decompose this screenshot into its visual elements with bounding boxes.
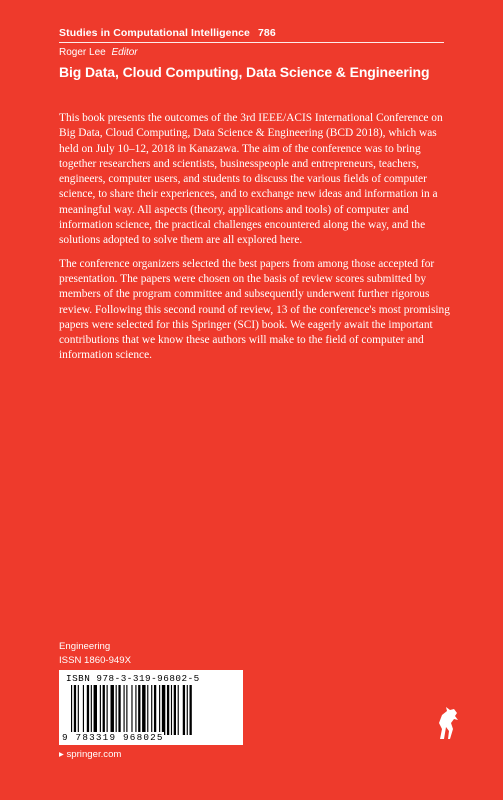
description-paragraph-2: The conference organizers selected the best papers from among those accepted for presentation. The papers were chosen on the basis of review scores submitted by members of the program committee and subsequently underwent further rigorous review. Following this second round of review, 13 of the conference's most promising papers were selected for this Springer (SCI) book. We eagerly await the important contributions that we know these authors will make to the field of computer and information science.	[59, 257, 450, 362]
series-line	[59, 27, 276, 39]
isbn-barcode	[59, 670, 243, 745]
springer-website-link[interactable]	[59, 749, 121, 760]
book-description	[59, 111, 459, 372]
series-name: Studies in Computational Intelligence	[59, 27, 250, 39]
barcode-bars	[71, 685, 235, 735]
series-number: 786	[257, 27, 276, 39]
triangle-right-icon: ▸	[59, 749, 67, 760]
editor-name: Roger Lee	[59, 47, 106, 58]
springer-link-text: springer.com	[66, 749, 122, 760]
issn-number: ISSN 1860-949X	[59, 655, 131, 666]
subject-category: Engineering	[59, 641, 111, 652]
barcode-digits: 9 783319 968025	[62, 732, 164, 743]
editor-line	[59, 47, 138, 58]
description-paragraph-1: This book presents the outcomes of the 3rd IEEE/ACIS International Conference on Big Data, Cloud Computing, Data Science & Engineering (BCD 2018), which was held on July 10–12, 2018 in Kanazawa. The aim of the conference was to bring together researchers and scientists, businesspeople and entrepreneurs, teachers, engineers, computer users, and students to discuss the various fields of computer science, to share their experiences, and to exchange new ideas and information in a meaningful way. All aspects (theory, applications and tools) of computer and information science, the practical challenges encountered along the way, and the solutions adopted to solve them are all explored here.	[59, 112, 443, 247]
isbn-text: ISBN 978-3-319-96802-5	[66, 673, 200, 684]
springer-horse-logo	[434, 705, 462, 741]
editor-role: Editor	[111, 47, 138, 58]
header-divider	[59, 42, 444, 43]
book-title: Big Data, Cloud Computing, Data Science & Engineering	[59, 64, 430, 80]
